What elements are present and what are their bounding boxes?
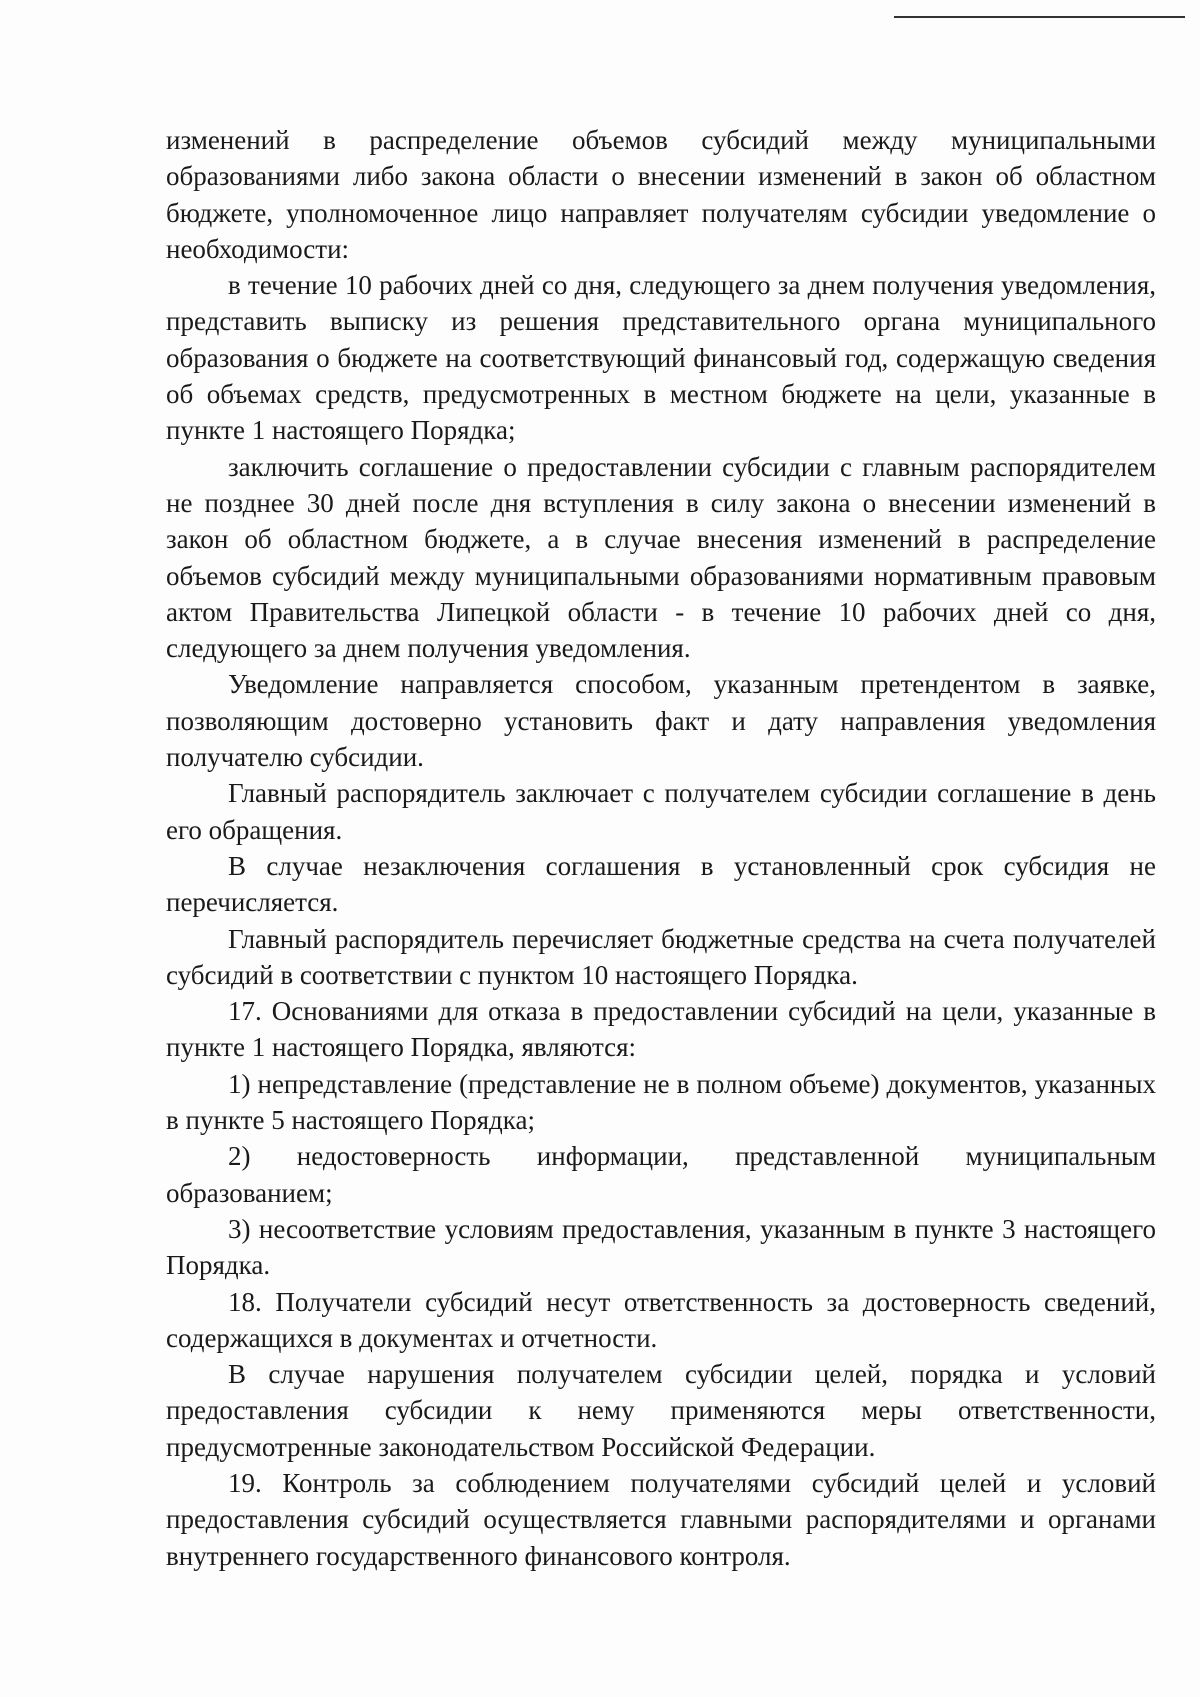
paragraph-agreement-day: Главный распорядитель заключает с получателем субсидии соглашение в день его обращения. (166, 778, 1156, 845)
paragraph-continuation: изменений в распределение объемов субсидий между муниципальными образованиями либо закона области о внесении изменений в закон об областном бюджете, уполномоченное лицо направляет получателям субсидии уведомление о необходимости: (166, 125, 1156, 264)
paragraph-statement-deadline: в течение 10 рабочих дней со дня, следующего за днем получения уведомления, представить выписку из решения представительного органа муниципального образования о бюджете на соответствующий финансовый год, содержащую сведения об объемах средств, предусмотренных в местном бюджете на цели, указанные в пункте 1 настоящего Порядка; (166, 270, 1156, 446)
clause-17-item-3: 3) несоответствие условиям предоставления, указанным в пункте 3 настоящего Порядка. (166, 1213, 1156, 1281)
paragraph-liability: В случае нарушения получателем субсидии целей, порядка и условий предоставления субсидии к нему применяются меры ответственности, предусмотренные законодательством Российской Федерации. (166, 1359, 1156, 1462)
document-body (166, 122, 1156, 1574)
paragraph-funds-transfer: Главный распорядитель перечисляет бюджетные средства на счета получателей субсидий в соответствии с пунктом 10 настоящего Порядка. (166, 923, 1156, 990)
paragraph-agreement-deadline: заключить соглашение о предоставлении субсидии с главным распорядителем не позднее 30 дней после дня вступления в силу закона о внесении изменений в закон об областном бюджете, а в случае внесения изменений в распределение объемов субсидий между муниципальными образованиями нормативным правовым актом Правительства Липецкой области - в течение 10 рабочих дней со дня, следующего за днем получения уведомления. (166, 451, 1156, 664)
clause-17-item-1: 1) непредставление (представление не в полном объеме) документов, указанных в пункте 5 настоящего Порядка; (166, 1068, 1156, 1136)
clause-17: 17. Основаниями для отказа в предоставлении субсидий на цели, указанные в пункте 1 настоящего Порядка, являются: (166, 996, 1156, 1063)
top-rule-line (894, 16, 1185, 18)
clause-18: 18. Получатели субсидий несут ответственность за достоверность сведений, содержащихся в документах и отчетности. (166, 1286, 1156, 1353)
paragraph-no-agreement: В случае незаключения соглашения в установленный срок субсидия не перечисляется. (166, 850, 1156, 918)
clause-19: 19. Контроль за соблюдением получателями субсидий целей и условий предоставления субсидий осуществляется главными распорядителями и органами внутреннего государственного финансового контроля. (166, 1467, 1156, 1571)
paragraph-notification-method: Уведомление направляется способом, указанным претендентом в заявке, позволяющим достоверно установить факт и дату направления уведомления получателю субсидии. (166, 669, 1156, 773)
clause-17-item-2: 2) недостоверность информации, представленной муниципальным образованием; (166, 1141, 1156, 1208)
